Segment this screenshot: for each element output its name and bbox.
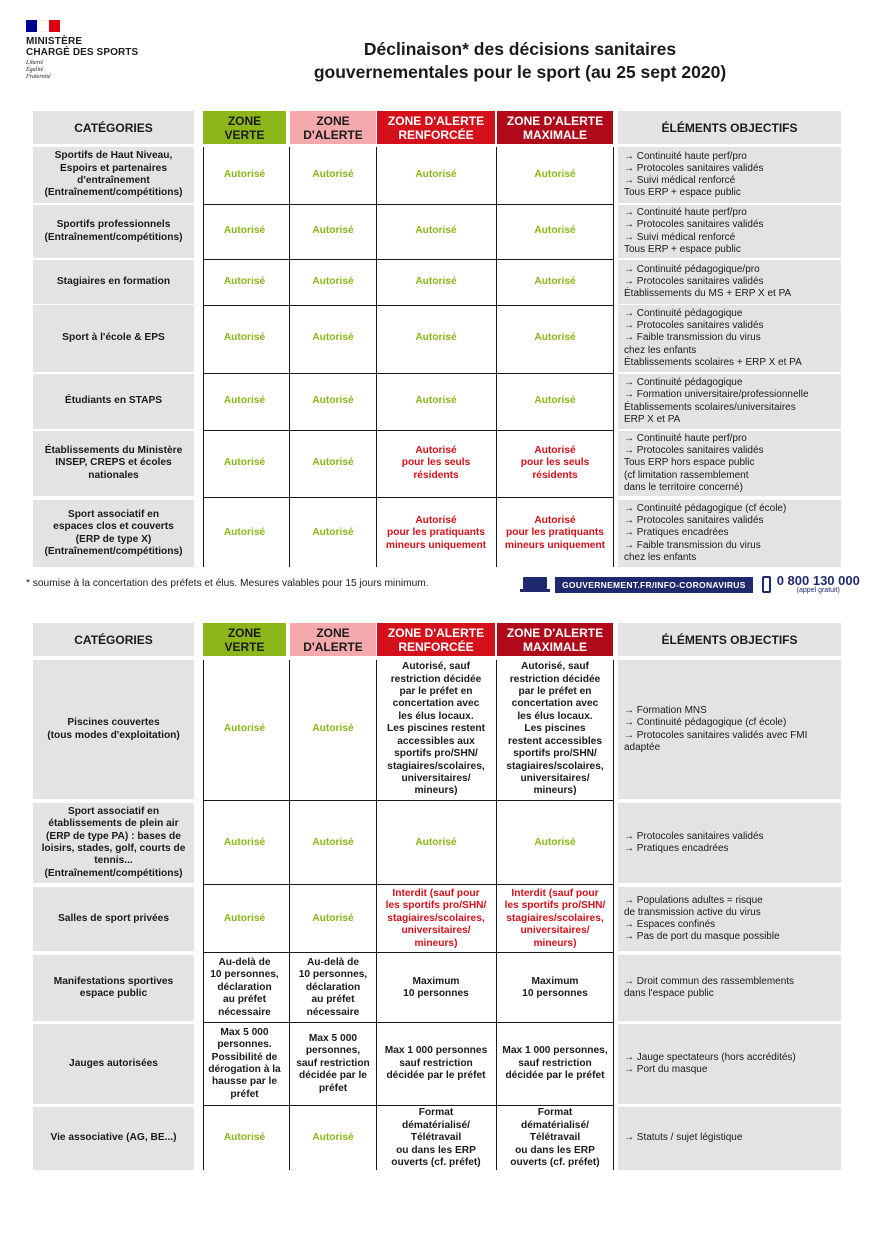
- cell-elements-objectifs: → Jauge spectateurs (hors accrédités) → Port du masque: [618, 1024, 841, 1104]
- cell-zone-verte: Autorisé: [223, 225, 266, 237]
- cell-elements-objectifs: → Continuité pédagogique/pro → Protocoles sanitaires validés Établissements du MS + ERP X et PA: [618, 260, 841, 304]
- cell-zone-verte: Autorisé: [223, 275, 266, 287]
- cell-zone-alerte: Autorisé: [312, 275, 354, 287]
- cell-zone-alerte: Autorisé: [312, 168, 354, 180]
- cell-zone-alerte: Autorisé: [312, 1132, 354, 1144]
- table-row: [33, 147, 841, 203]
- cell-elements-objectifs: → Continuité haute perf/pro → Protocoles sanitaires validés → Suivi médical renforcé Tous ERP + espace public: [618, 205, 841, 258]
- cell-zone-maximale: Autorisé: [534, 275, 576, 287]
- column-divider: [376, 147, 377, 567]
- row-category: Piscines couvertes (tous modes d'exploitation): [33, 660, 194, 799]
- cell-zone-renforcee: Interdit (sauf pour les sportifs pro/SHN/ stagiaires/scolaires, universitaires/ mineurs): [385, 887, 487, 949]
- cell-zone-maximale: Interdit (sauf pour les sportifs pro/SHN/ stagiaires/scolaires, universitaires/ mineurs): [504, 887, 606, 949]
- column-divider: [613, 660, 614, 1170]
- row-category: Salles de sport privées: [33, 887, 194, 951]
- column-divider: [376, 660, 377, 1170]
- table-row: [33, 260, 841, 304]
- row-category: Sportifs professionnels (Entraînement/compétitions): [33, 205, 194, 258]
- motto-word: Fraternité: [26, 74, 51, 80]
- cell-zone-maximale: Max 1 000 personnes, sauf restriction décidée par le préfet: [502, 1045, 608, 1082]
- cell-zone-maximale: Autorisé: [534, 225, 576, 237]
- cell-zone-verte: Autorisé: [223, 168, 266, 180]
- republic-motto: [26, 60, 138, 81]
- row-divider: [203, 1105, 613, 1106]
- table-row: [33, 374, 841, 429]
- table-row: [33, 660, 841, 799]
- row-category: Étudiants en STAPS: [33, 374, 194, 429]
- cell-zone-renforcee: Autorisé: [415, 836, 457, 848]
- row-divider: [203, 497, 613, 498]
- cell-zone-renforcee: Autorisé: [415, 168, 457, 180]
- cell-zone-maximale: Maximum 10 personnes: [522, 975, 588, 999]
- cell-zone-verte: Autorisé: [223, 527, 266, 539]
- row-category: Sport à l'école & EPS: [33, 305, 194, 372]
- row-category: Sportifs de Haut Niveau, Espoirs et partenaires d'entraînement (Entraînement/compétitions): [33, 147, 194, 203]
- row-category: Sport associatif en espaces clos et couverts (ERP de type X) (Entraînement/compétitions): [33, 500, 194, 567]
- french-flag-icon: [26, 20, 60, 32]
- footnote: * soumise à la concertation des préfets et élus. Mesures valables pour 15 jours minimum.: [26, 578, 429, 589]
- cell-elements-objectifs: → Protocoles sanitaires validés → Pratiques encadrées: [618, 803, 841, 883]
- header-zone-alerte: ZONE D'ALERTE: [290, 111, 376, 144]
- table-row: [33, 500, 841, 567]
- header-categories: CATÉGORIES: [33, 111, 194, 144]
- phone-icon: [762, 576, 771, 593]
- cell-elements-objectifs: → Continuité haute perf/pro → Protocoles sanitaires validés Tous ERP hors espace public (cf limitation rassemblement dans le territoire concerné): [618, 431, 841, 496]
- cell-zone-verte: Au-delà de 10 personnes, déclaration au préfet nécessaire: [210, 956, 279, 1018]
- header-zone-alerte: ZONE D'ALERTE: [290, 623, 376, 656]
- phone-number: 0 800 130 000: [776, 573, 860, 588]
- phone-note: (appel gratuit): [796, 587, 840, 594]
- gouvernement-link[interactable]: GOUVERNEMENT.FR/INFO-CORONAVIRUS: [555, 577, 753, 593]
- table-header-row: [33, 623, 841, 656]
- column-divider: [496, 147, 497, 567]
- cell-elements-objectifs: → Continuité pédagogique (cf école) → Protocoles sanitaires validés → Pratiques encadrées → Faible transmission du virus chez les enfants: [618, 500, 841, 567]
- cell-zone-maximale: Autorisé: [534, 332, 576, 344]
- column-divider: [289, 147, 290, 567]
- ministry-name-line1: MINISTÈRE: [26, 36, 83, 47]
- cell-zone-maximale: Format dématérialisé/ Télétravail ou dans les ERP ouverts (cf. préfet): [510, 1107, 600, 1169]
- cell-zone-verte: Autorisé: [223, 457, 266, 469]
- row-divider: [203, 1022, 613, 1023]
- cell-zone-renforcee: Maximum 10 personnes: [403, 975, 469, 999]
- cell-zone-alerte: Autorisé: [312, 457, 354, 469]
- table-row: [33, 1024, 841, 1104]
- cell-zone-alerte: Autorisé: [312, 395, 354, 407]
- column-divider: [613, 147, 614, 567]
- cell-elements-objectifs: → Continuité pédagogique → Protocoles sanitaires validés → Faible transmission du virus chez les enfants Établissements scolaires + ERP X et PA: [618, 305, 841, 372]
- header-zone-verte: ZONE VERTE: [203, 623, 286, 656]
- cell-zone-alerte: Autorisé: [312, 723, 354, 735]
- header-categories: CATÉGORIES: [33, 623, 194, 656]
- page-title-line1: Déclinaison* des décisions sanitaires: [363, 39, 677, 59]
- cell-zone-verte: Max 5 000 personnes. Possibilité de dérogation à la hausse par le préfet: [208, 1026, 281, 1100]
- cell-zone-verte: Autorisé: [223, 912, 266, 924]
- table-row: [33, 205, 841, 258]
- row-divider: [203, 884, 613, 885]
- motto-word: Liberté: [26, 60, 44, 66]
- column-divider: [496, 660, 497, 1170]
- cell-zone-renforcee: Autorisé pour les seuls résidents: [401, 444, 471, 481]
- header-elements-objectifs: ÉLÉMENTS OBJECTIFS: [618, 111, 841, 144]
- ministry-logo: [26, 20, 138, 81]
- cell-zone-verte: Autorisé: [223, 723, 266, 735]
- cell-zone-renforcee: Max 1 000 personnes sauf restriction décidée par le préfet: [384, 1045, 488, 1082]
- cell-elements-objectifs: → Droit commun des rassemblements dans l'espace public: [618, 955, 841, 1021]
- table-row: [33, 1107, 841, 1170]
- table-row: [33, 305, 841, 372]
- cell-zone-renforcee: Autorisé: [415, 225, 457, 237]
- row-category: Établissements du Ministère INSEP, CREPS et écoles nationales: [33, 431, 194, 496]
- table-header-row: [33, 111, 841, 144]
- header-zone-verte: ZONE VERTE: [203, 111, 286, 144]
- row-divider: [203, 800, 613, 801]
- cell-elements-objectifs: → Statuts / sujet légistique: [618, 1107, 841, 1170]
- cell-zone-renforcee: Autorisé pour les pratiquants mineurs uniquement: [385, 514, 487, 551]
- cell-zone-maximale: Autorisé pour les pratiquants mineurs uniquement: [504, 514, 606, 551]
- cell-zone-alerte: Autorisé: [312, 225, 354, 237]
- ministry-name-line2: CHARGÉ DES SPORTS: [26, 47, 139, 58]
- column-divider: [289, 660, 290, 1170]
- table-row: [33, 431, 841, 496]
- laptop-icon: [520, 577, 550, 593]
- cell-zone-alerte: Au-delà de 10 personnes, déclaration au préfet nécessaire: [298, 956, 368, 1018]
- header-elements-objectifs: ÉLÉMENTS OBJECTIFS: [618, 623, 841, 656]
- cell-zone-renforcee: Autorisé: [415, 275, 457, 287]
- header-zone-maximale: ZONE D'ALERTE MAXIMALE: [497, 623, 613, 656]
- cell-elements-objectifs: → Continuité pédagogique → Formation universitaire/professionnelle Établissements scolaires/universitaires ERP X et PA: [618, 374, 841, 429]
- cell-zone-verte: Autorisé: [223, 836, 266, 848]
- header-zone-renforcee: ZONE D'ALERTE RENFORCÉE: [377, 111, 495, 144]
- row-category: Sport associatif en établissements de plein air (ERP de type PA) : bases de loisirs, stades, golf, courts de tennis... (Entraînement/compétitions): [33, 803, 194, 883]
- row-divider: [203, 952, 613, 953]
- row-category: Stagiaires en formation: [33, 260, 194, 304]
- row-category: Vie associative (AG, BE...): [33, 1107, 194, 1170]
- cell-zone-maximale: Autorisé: [534, 395, 576, 407]
- cell-zone-maximale: Autorisé, sauf restriction décidée par le préfet en concertation avec les élus locaux. Les piscines restent accessibles sportifs pro/SHN/ stagiaires/scolaires, universitaires/ mineurs): [506, 661, 604, 797]
- cell-zone-renforcee: Format dématérialisé/ Télétravail ou dans les ERP ouverts (cf. préfet): [391, 1107, 481, 1169]
- cell-zone-verte: Autorisé: [223, 1132, 266, 1144]
- cell-zone-alerte: Autorisé: [312, 527, 354, 539]
- row-category: Jauges autorisées: [33, 1024, 194, 1104]
- cell-zone-renforcee: Autorisé: [415, 395, 457, 407]
- table-row: [33, 955, 841, 1021]
- phone-hotline: [777, 574, 860, 595]
- motto-word: Égalité: [26, 67, 44, 73]
- cell-zone-verte: Autorisé: [223, 395, 266, 407]
- cell-elements-objectifs: → Continuité haute perf/pro → Protocoles sanitaires validés → Suivi médical renforcé Tous ERP + espace public: [618, 147, 841, 203]
- header-zone-maximale: ZONE D'ALERTE MAXIMALE: [497, 111, 613, 144]
- cell-zone-renforcee: Autorisé: [415, 332, 457, 344]
- cell-elements-objectifs: → Formation MNS → Continuité pédagogique (cf école) → Protocoles sanitaires validés avec FMI adaptée: [618, 660, 841, 799]
- cell-zone-maximale: Autorisé: [534, 168, 576, 180]
- header-zone-renforcee: ZONE D'ALERTE RENFORCÉE: [377, 623, 495, 656]
- page-title: [270, 38, 770, 84]
- cell-elements-objectifs: → Populations adultes = risque de transmission active du virus → Espaces confinés → Pas de port du masque possible: [618, 887, 841, 951]
- cell-zone-maximale: Autorisé pour les seuls résidents: [520, 444, 590, 481]
- cell-zone-verte: Autorisé: [223, 332, 266, 344]
- cell-zone-alerte: Autorisé: [312, 332, 354, 344]
- cell-zone-maximale: Autorisé: [534, 836, 576, 848]
- page-title-line2: gouvernementales pour le sport (au 25 sept 2020): [313, 62, 727, 82]
- column-divider: [203, 660, 204, 1170]
- column-divider: [203, 147, 204, 567]
- cell-zone-alerte: Autorisé: [312, 836, 354, 848]
- table-row: [33, 887, 841, 951]
- cell-zone-renforcee: Autorisé, sauf restriction décidée par le préfet en concertation avec les élus locaux. Les piscines restent accessibles aux sportifs pro/SHN/ stagiaires/scolaires, universitaires/ mineurs): [387, 661, 485, 797]
- cell-zone-alerte: Autorisé: [312, 912, 354, 924]
- row-category: Manifestations sportives espace public: [33, 955, 194, 1021]
- table-row: [33, 803, 841, 883]
- info-coronavirus-banner: [520, 574, 860, 595]
- cell-zone-alerte: Max 5 000 personnes, sauf restriction décidée par le préfet: [296, 1032, 370, 1094]
